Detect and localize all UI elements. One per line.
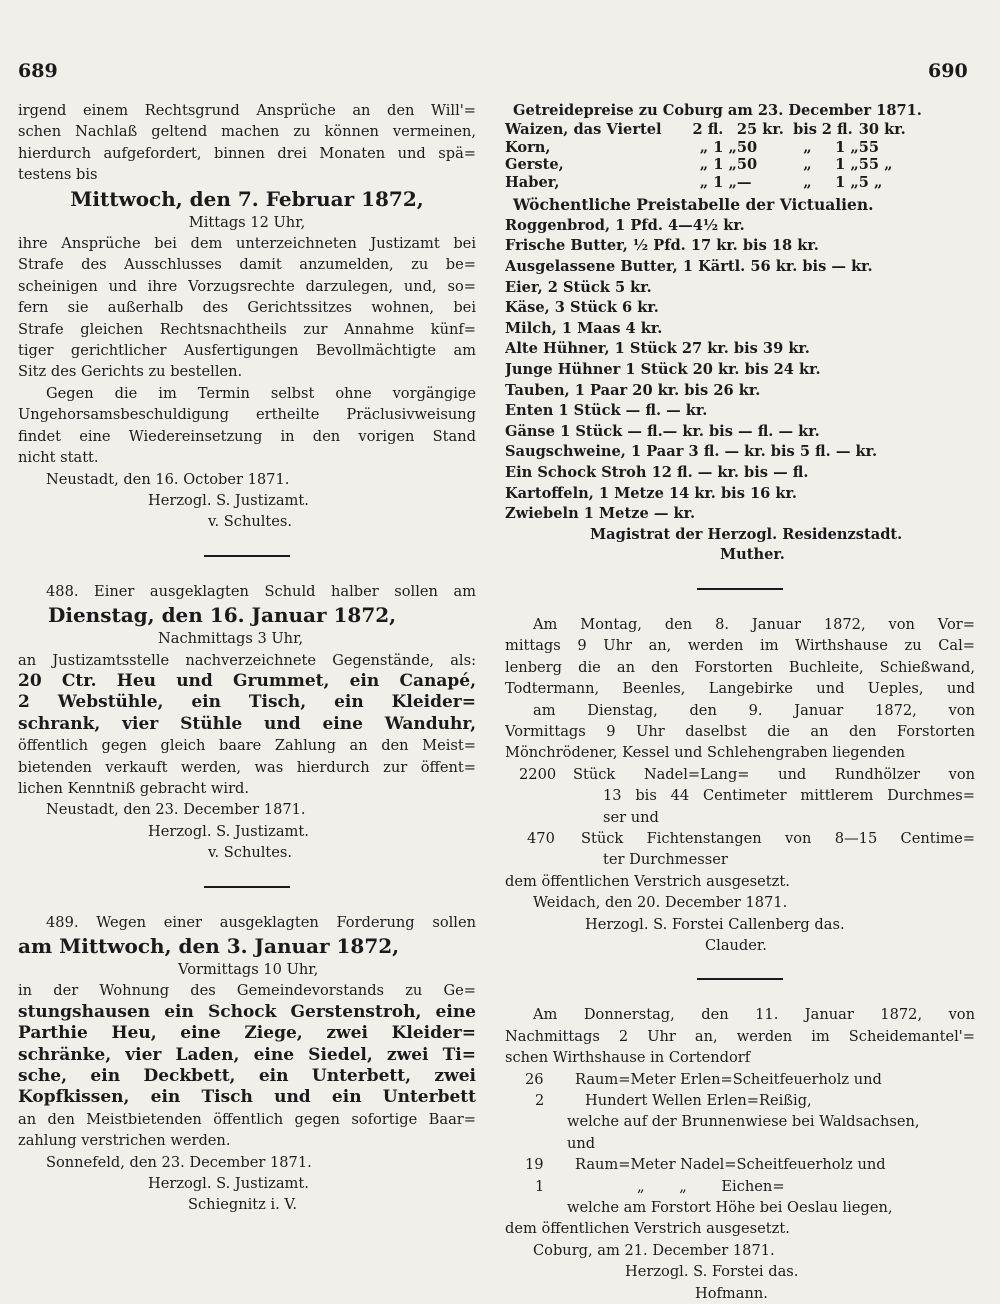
lot-line: [505, 1176, 975, 1197]
lot-description: Hundert Wellen Erlen=Reißig,: [585, 1092, 812, 1110]
grain-prices: [505, 100, 975, 191]
table-cell: Waizen, das Viertel: [505, 121, 662, 139]
table-cell: 5 „: [858, 173, 883, 191]
table-cell: 55 „: [858, 156, 893, 174]
text-line: Am Montag, den 8. Januar 1872, von Vor=: [533, 615, 975, 633]
text-line: testens bis: [18, 166, 98, 184]
text-line: 20 Ctr. Heu und Grummet, ein Canapé,: [18, 670, 476, 691]
place-date: Coburg, am 21. December 1871.: [533, 1241, 775, 1259]
text-line: öffentlich gegen gleich baare Zahlung an den Meist=: [18, 737, 476, 755]
text-line: zahlung verstrichen werden.: [18, 1132, 231, 1150]
text-line: 2 Webstühle, ein Tisch, ein Kleider=: [18, 692, 476, 713]
auction-date: am Mittwoch, den 3. Januar 1872,: [18, 934, 400, 958]
table-cell: 50: [736, 156, 758, 174]
price-line: Käse, 3 Stück 6 kr.: [505, 299, 659, 317]
text-line: Sitz des Gerichts zu bestellen.: [18, 363, 243, 381]
text-line: Vormittags 9 Uhr daselbst die an den Forstorten: [505, 722, 975, 740]
signature: v. Schultes.: [208, 513, 293, 531]
lot-quantity: 2200: [519, 765, 557, 783]
notice-489: [18, 912, 476, 1216]
table-cell: „: [803, 173, 812, 191]
lot-description: „ „ Eichen=: [637, 1177, 785, 1195]
table-cell: bis: [793, 121, 818, 139]
price-line: Eier, 2 Stück 5 kr.: [505, 278, 652, 296]
text-line: und: [567, 1134, 596, 1152]
table-cell: 1 „: [835, 138, 859, 156]
text-line: stungshausen ein Schock Gerstenstroh, eine: [18, 1001, 476, 1022]
auction-date: Dienstag, den 16. Januar 1872,: [48, 603, 397, 628]
table-cell: 25 kr.: [736, 121, 784, 139]
lot-quantity: 19: [525, 1156, 544, 1174]
signature: Schiegnitz i. V.: [188, 1196, 298, 1214]
table-cell: 1 „: [835, 173, 859, 191]
text-line: schrank, vier Stühle und eine Wanduhr,: [18, 713, 476, 734]
lot-line: [505, 764, 975, 785]
text-line: Todtermann, Beenles, Langebirke und Ueples, und: [505, 680, 975, 698]
forest-notice-cortendorf: [505, 1004, 975, 1304]
text-line: fern sie außerhalb des Gerichtssitzes wohnen, bei: [18, 299, 476, 317]
issuing-office: Herzogl. S. Justizamt.: [148, 822, 309, 840]
text-line: dem öffentlichen Verstrich ausgesetzt.: [505, 1220, 790, 1238]
signature: v. Schultes.: [208, 844, 293, 862]
text-line: Parthie Heu, eine Ziege, zwei Kleider=: [18, 1023, 476, 1044]
lot-quantity: 2: [535, 1092, 545, 1110]
table-cell: „ 1 „: [699, 173, 737, 191]
issuing-office: Magistrat der Herzogl. Residenzstadt.: [590, 525, 903, 543]
auction-time: Vormittags 10 Uhr,: [178, 961, 319, 978]
price-line: Kartoffeln, 1 Metze 14 kr. bis 16 kr.: [505, 484, 797, 502]
lot-line: [505, 1090, 975, 1111]
text-line: welche auf der Brunnenwiese bei Waldsachsen,: [567, 1113, 920, 1131]
issuing-office: Herzogl. S. Forstei das.: [625, 1263, 799, 1281]
section-divider: [697, 978, 783, 980]
price-line: Enten 1 Stück — fl. — kr.: [505, 402, 708, 420]
table-cell: Korn,: [505, 138, 551, 156]
text-line: sche, ein Deckbett, ein Unterbett, zwei: [18, 1066, 476, 1087]
text-line: Strafe des Ausschlusses damit anzumelden, zu be=: [18, 256, 476, 274]
text-line: ter Durchmesser: [603, 851, 728, 869]
text-line: schränke, vier Laden, eine Siedel, zwei Ti=: [18, 1044, 476, 1065]
text-line: ser und: [603, 808, 659, 826]
victual-prices-title: Wöchentliche Preistabelle der Victualien.: [513, 195, 874, 215]
text-line: irgend einem Rechtsgrund Ansprüche an den Will'=: [18, 102, 476, 119]
place-date: Weidach, den 20. December 1871.: [533, 894, 788, 912]
text-line: lichen Kenntniß gebracht wird.: [18, 779, 250, 797]
text-line: ihre Ansprüche bei dem unterzeichneten Justizamt bei: [18, 235, 476, 253]
lot-line: [505, 828, 975, 849]
forest-notice-callenberg: [505, 614, 975, 957]
text-line: Nachmittags 2 Uhr an, werden im Scheidemantel'=: [505, 1027, 975, 1045]
table-row: [505, 121, 915, 139]
lot-quantity: 26: [525, 1070, 544, 1088]
table-cell: 2 fl.: [692, 121, 724, 139]
lot-description: Raum=Meter Erlen=Scheitfeuerholz und: [575, 1070, 882, 1088]
table-cell: 1 „: [835, 156, 859, 174]
lot-description: Raum=Meter Nadel=Scheitfeuerholz und: [575, 1156, 886, 1174]
text-line: dem öffentlichen Verstrich ausgesetzt.: [505, 872, 790, 890]
table-cell: —: [736, 173, 752, 191]
price-line: Zwiebeln 1 Metze — kr.: [505, 505, 696, 523]
lot-description: Stück Nadel=Lang= und Rundhölzer von: [573, 765, 975, 783]
text-line: nicht statt.: [18, 449, 99, 467]
table-cell: Haber,: [505, 173, 560, 191]
page-number-left: 689: [18, 60, 58, 82]
table-cell: Gerste,: [505, 156, 564, 174]
text-line: schen Wirthshause in Cortendorf: [505, 1049, 751, 1067]
issuing-office: Herzogl. S. Justizamt.: [148, 491, 309, 509]
lot-quantity: 470: [527, 829, 555, 847]
text-line: an den Meistbietenden öffentlich gegen sofortige Baar=: [18, 1110, 476, 1128]
text-line: 13 bis 44 Centimeter mittlerem Durchmes=: [603, 787, 975, 805]
deadline-time: Mittags 12 Uhr,: [188, 213, 306, 231]
text-line: Strafe gleichen Rechtsnachtheils zur Annahme künf=: [18, 320, 476, 338]
text-line: mittags 9 Uhr an, werden im Wirthshause zu Cal=: [505, 637, 975, 655]
text-line: tiger gerichtlicher Ausfertigungen Bevollmächtigte am: [18, 342, 476, 360]
place-date: Sonnefeld, den 23. December 1871.: [46, 1153, 312, 1171]
right-column: [505, 100, 975, 1304]
text-line: an Justizamtsstelle nachverzeichnete Gegenstände, als:: [18, 651, 476, 669]
victual-prices: [505, 194, 975, 566]
deadline-date: Mittwoch, den 7. Februar 1872,: [70, 186, 424, 211]
section-divider: [204, 886, 290, 888]
price-line: Frische Butter, ½ Pfd. 17 kr. bis 18 kr.: [505, 237, 819, 255]
place-date: Neustadt, den 16. October 1871.: [46, 470, 290, 488]
text-line: findet eine Wiedereinsetzung in den vorigen Stand: [18, 427, 476, 445]
text-line: bietenden verkauft werden, was hierdurch zur öffent=: [18, 758, 476, 776]
lot-line: [505, 1069, 975, 1090]
section-divider: [204, 555, 290, 557]
price-line: Roggenbrod, 1 Pfd. 4—4½ kr.: [505, 216, 745, 234]
text-line: Gegen die im Termin selbst ohne vorgängige: [46, 384, 476, 402]
issuing-office: Herzogl. S. Justizamt.: [148, 1175, 309, 1193]
issuing-office: Herzogl. S. Forstei Callenberg das.: [585, 915, 845, 933]
table-row: [505, 174, 915, 192]
section-divider: [697, 588, 783, 590]
left-column: [18, 100, 476, 1216]
text-line: lenberg die an den Forstorten Buchleite, Schießwand,: [505, 658, 975, 676]
text-line: 489. Wegen einer ausgeklagten Forderung sollen: [46, 913, 476, 931]
notice-summons: [18, 100, 476, 533]
signature: Muther.: [720, 546, 785, 564]
table-cell: „: [803, 156, 812, 174]
page-number-right: 690: [928, 60, 968, 82]
lot-line: [505, 1154, 975, 1175]
price-line: Tauben, 1 Paar 20 kr. bis 26 kr.: [505, 381, 761, 399]
text-line: Mönchrödener, Kessel und Schlehengraben liegenden: [505, 744, 906, 762]
table-cell: 50: [736, 138, 758, 156]
grain-price-table: [505, 121, 915, 191]
text-line: hierdurch aufgefordert, binnen drei Monaten und spä=: [18, 144, 476, 162]
auction-time: Nachmittags 3 Uhr,: [158, 630, 304, 648]
table-cell: „: [803, 138, 812, 156]
table-cell: 2 fl.: [821, 121, 853, 139]
text-line: in der Wohnung des Gemeindevorstands zu Ge=: [18, 982, 476, 1000]
text-line: Kopfkissen, ein Tisch und ein Unterbett: [18, 1087, 476, 1108]
notice-488: [18, 581, 476, 864]
price-line: Alte Hühner, 1 Stück 27 kr. bis 39 kr.: [505, 340, 810, 358]
table-cell: 55: [858, 138, 880, 156]
place-date: Neustadt, den 23. December 1871.: [46, 801, 306, 819]
price-line: Junge Hühner 1 Stück 20 kr. bis 24 kr.: [505, 360, 821, 378]
text-line: 488. Einer ausgeklagten Schuld halber sollen am: [46, 582, 476, 600]
table-cell: 30 kr.: [858, 121, 906, 139]
price-line: Saugschweine, 1 Paar 3 fl. — kr. bis 5 fl. — kr.: [505, 443, 878, 461]
table-cell: „ 1 „: [699, 138, 737, 156]
price-line: Ein Schock Stroh 12 fl. — kr. bis — fl.: [505, 463, 809, 481]
price-line: Gänse 1 Stück — fl.— kr. bis — fl. — kr.: [505, 422, 820, 440]
signature: Clauder.: [705, 937, 767, 954]
lot-description: Stück Fichtenstangen von 8—15 Centime=: [581, 829, 975, 847]
text-line: Am Donnerstag, den 11. Januar 1872, von: [533, 1006, 975, 1024]
text-line: am Dienstag, den 9. Januar 1872, von: [533, 701, 975, 719]
text-line: scheinigen und ihre Vorzugsrechte darzulegen, und, so=: [18, 277, 476, 295]
table-row: [505, 156, 915, 174]
text-line: Ungehorsamsbeschuldigung ertheilte Präclusivweisung: [18, 406, 476, 424]
text-line: welche am Forstort Höhe bei Oeslau liegen,: [567, 1199, 893, 1217]
grain-prices-title: Getreidepreise zu Coburg am 23. December 1871.: [513, 102, 922, 119]
signature: Hofmann.: [695, 1284, 768, 1302]
text-line: schen Nachlaß geltend machen zu können vermeinen,: [18, 123, 476, 141]
price-line: Ausgelassene Butter, 1 Kärtl. 56 kr. bis — kr.: [505, 258, 873, 275]
table-row: [505, 139, 915, 157]
lot-quantity: 1: [535, 1177, 545, 1195]
table-cell: „ 1 „: [699, 156, 737, 174]
price-line: Milch, 1 Maas 4 kr.: [505, 319, 663, 337]
